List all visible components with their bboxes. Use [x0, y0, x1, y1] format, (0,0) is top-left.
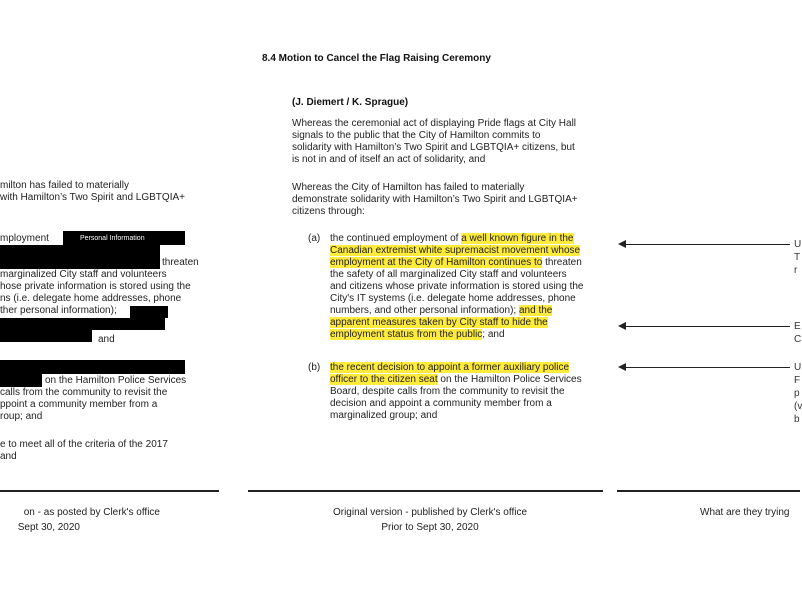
highlight: apparent measures taken by City staff to hide the	[330, 317, 548, 328]
redaction-bar	[0, 318, 165, 330]
annotation-arrow	[626, 367, 790, 368]
redaction-bar	[0, 257, 160, 269]
redaction-bar	[130, 306, 168, 318]
redaction-label: Personal Information	[80, 235, 145, 242]
item-b-text: the recent decision to appoint a former auxiliary police officer to the citizen seat on the Hamilton Police Services Board, despite calls from the community to revisit the decision and appoint a community member from a marginalized group; and	[330, 362, 582, 421]
arrow-left-icon	[618, 322, 626, 330]
annotation-note: U T r	[794, 239, 802, 276]
whereas-paragraph-1: Whereas the ceremonial act of displaying Pride flags at City Hall signals to the public that the City of Hamilton commits to solidarity with Hamilton’s Two Spirit and LGBTQIA+ citizens, but is not in and of itself an act of solidarity, and	[292, 118, 577, 165]
caption-right: What are they trying	[700, 507, 790, 518]
highlight: employment status from the public	[330, 329, 483, 340]
arrow-left-icon	[618, 240, 626, 248]
divider	[617, 490, 800, 492]
highlight: officer to the citizen seat	[330, 374, 438, 385]
left-paragraph: milton has failed to materially with Hamilton’s Two Spirit and LGBTQIA+	[0, 180, 185, 203]
redaction-bar	[0, 330, 92, 342]
highlight: employment at the City of Hamilton continues to	[330, 257, 543, 268]
highlight: a well known figure in the	[461, 233, 574, 244]
caption-left: on - as posted by Clerk's office Sept 30, 2020	[17, 507, 160, 533]
redaction-bar	[63, 231, 185, 245]
highlight: Canadian extremist white supremacist movement whose	[330, 245, 581, 256]
motion-heading: 8.4 Motion to Cancel the Flag Raising Ceremony	[262, 53, 491, 64]
redaction-bar	[0, 360, 185, 374]
left-employment: mployment	[0, 233, 49, 244]
item-a-text: the continued employment of a well known figure in the Canadian extremist white supremacist movement whose employment at the City of Hamilton continues to threaten the safety of all marginalized City staff and volunteers and citizens whose private information is stored using the City's IT systems (i.e. delegate home addresses, phone numbers, and other personal information); and the apparent measures taken by City staff to hide the employment status from the public; and	[330, 233, 584, 340]
whereas-paragraph-2: Whereas the City of Hamilton has failed to materially demonstrate solidarity with Hamilton’s Two Spirit and LGBTQIA+ citizens through:	[292, 182, 578, 217]
motion-movers: (J. Diemert / K. Sprague)	[292, 97, 409, 108]
annotation-note: E C	[794, 321, 802, 345]
item-b-marker: (b)	[308, 362, 321, 373]
highlight: and the	[519, 305, 553, 316]
annotation-arrow	[626, 326, 790, 327]
redaction-bar	[0, 374, 42, 387]
annotation-note: U F p (v b	[794, 362, 802, 425]
divider	[0, 490, 219, 492]
arrow-left-icon	[618, 363, 626, 371]
caption-center: Original version - published by Clerk's office Prior to Sept 30, 2020	[332, 507, 528, 533]
highlight: the recent decision to appoint a former auxiliary police	[330, 362, 570, 373]
divider	[248, 490, 603, 492]
annotation-arrow	[626, 244, 790, 245]
redaction-bar	[0, 245, 160, 257]
item-a-marker: (a)	[308, 233, 321, 244]
